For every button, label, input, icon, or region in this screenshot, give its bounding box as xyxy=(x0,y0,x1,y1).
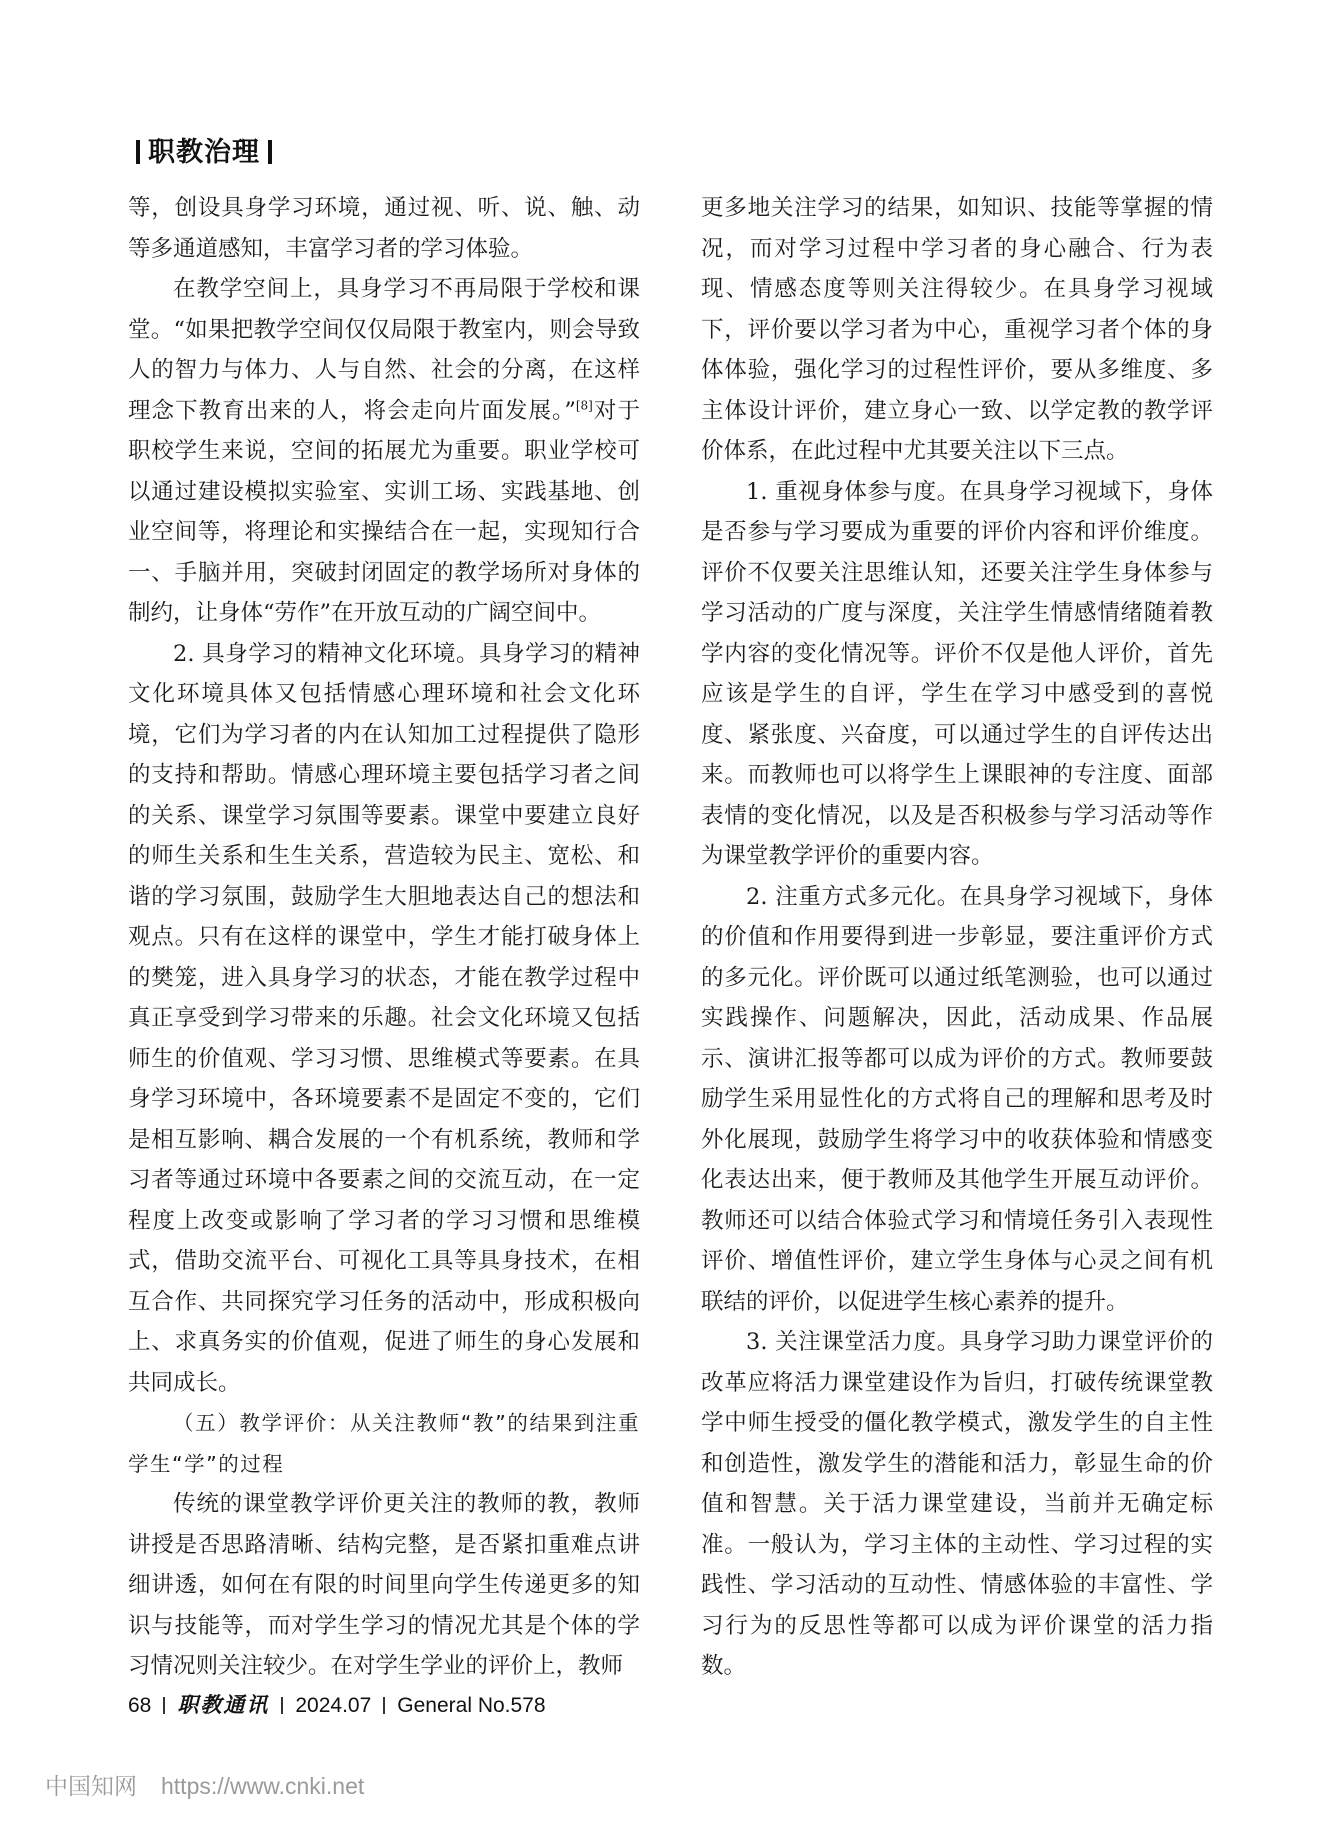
watermark-site-name: 中国知网 xyxy=(45,1774,137,1800)
paragraph: 2. 注重方式多元化。在具身学习视域下，身体的价值和作用要得到进一步彰显，要注重评价方式的多元化。评价既可以通过纸笔测验，也可以通过实践操作、问题解决，因此，活动成果、作品展示、演讲汇报等都可以成为评价的方式。教师要鼓励学生采用显性化的方式将自己的理解和思考及时外化展现，鼓励学生将学习中的收获体验和情感变化表达出来，便于教师及其他学生开展互动评价。教师还可以结合体验式学习和情境任务引入表现性评价、增值性评价，建立学生身体与心灵之间有机联结的评价，以促进学生核心素养的提升。 xyxy=(701,883,1213,1315)
footer-separator xyxy=(163,1697,165,1714)
header-bar-left xyxy=(136,140,140,164)
reference-mark: [8] xyxy=(575,398,593,412)
cnki-watermark xyxy=(45,1768,364,1801)
paragraph: 2. 具身学习的精神文化环境。具身学习的精神文化环境具体又包括情感心理环境和社会文化环境，它们为学习者的内在认知加工过程提供了隐形的支持和帮助。情感心理环境主要包括学习者之间的关系、课堂学习氛围等要素。课堂中要建立良好的师生关系和生生关系，营造较为民主、宽松、和谐的学习氛围，鼓励学生大胆地表达自己的想法和观点。只有在这样的课堂中，学生才能打破身体上的樊笼，进入具身学习的状态，才能在教学过程中真正享受到学习带来的乐趣。社会文化环境又包括师生的价值观、学习习惯、思维模式等要素。在具身学习环境中，各环境要素不是固定不变的，它们是相互影响、耦合发展的一个有机系统，教师和学习者等通过环境中各要素之间的交流互动，在一定程度上改变或影响了学习者的学习习惯和思维模式，借助交流平台、可视化工具等具身技术，在相互合作、共同探究学习任务的活动中，形成积极向上、求真务实的价值观，促进了师生的身心发展和共同成长。 xyxy=(128,640,640,1396)
issue-date: 2024.07 xyxy=(295,1694,372,1717)
paragraph: 等，创设具身学习环境，通过视、听、说、触、动等多通道感知，丰富学习者的学习体验。 xyxy=(128,195,640,262)
right-column xyxy=(701,188,1213,1687)
section-header xyxy=(128,130,280,169)
paragraph: 3. 关注课堂活力度。具身学习助力课堂评价的改革应将活力课堂建设作为旨归，打破传统课堂教学中师生授受的僵化教学模式，激发学生的自主性和创造性，激发学生的潜能和活力，彰显生命的价值和智慧。关于活力课堂建设，当前并无确定标准。一般认为，学习主体的主动性、学习过程的实践性、学习活动的互动性、情感体验的丰富性、学习行为的反思性等都可以成为评价课堂的活力指数。 xyxy=(701,1329,1213,1679)
section-subheading: （五）教学评价：从关注教师“教”的结果到注重学生“学”的过程 xyxy=(128,1411,640,1476)
paragraph: 传统的课堂教学评价更关注的教师的教，教师讲授是否思路清晰、结构完整，是否紧扣重难点讲细讲透，如何在有限的时间里向学生传递更多的知识与技能等，而对学生学习的情况尤其是个体的学习情况则关注较少。在对学生学业的评价上，教师 xyxy=(128,1491,640,1679)
watermark-url[interactable]: https://www.cnki.net xyxy=(161,1773,365,1799)
paragraph-text: 在教学空间上，具身学习不再局限于学校和课堂。“如果把教学空间仅仅局限于教室内，则会导致人的智力与体力、人与自然、社会的分离，在这样理念下教育出来的人，将会走向片面发展。” xyxy=(128,276,640,424)
paragraph: 更多地关注学习的结果，如知识、技能等掌握的情况，而对学习过程中学习者的身心融合、行为表现、情感态度等则关注得较少。在具身学习视域下，评价要以学习者为中心，重视学习者个体的身体体验，强化学习的过程性评价，要从多维度、多主体设计评价，建立身心一致、以学定教的教学评价体系，在此过程中尤其要关注以下三点。 xyxy=(701,195,1213,464)
header-bar-right xyxy=(268,140,272,164)
journal-name: 职教通讯 xyxy=(177,1692,270,1717)
section-title: 职教治理 xyxy=(148,137,260,168)
footer-separator xyxy=(281,1697,283,1714)
page-footer xyxy=(128,1689,546,1719)
paragraph: 1. 重视身体参与度。在具身学习视域下，身体是否参与学习要成为重要的评价内容和评价维度。评价不仅要关注思维认知，还要关注学生身体参与学习活动的广度与深度，关注学生情感情绪随着教学内容的变化情况等。评价不仅是他人评价，首先应该是学生的自评，学生在学习中感受到的喜悦度、紧张度、兴奋度，可以通过学生的自评传达出来。而教师也可以将学生上课眼神的专注度、面部表情的变化情况，以及是否积极参与学习活动等作为课堂教学评价的重要内容。 xyxy=(701,478,1213,869)
paragraph-text: 对于职校学生来说，空间的拓展尤为重要。职业学校可以通过建设模拟实验室、实训工场、实践基地、创业空间等，将理论和实操结合在一起，实现知行合一、手脑并用，突破封闭固定的教学场所对身体的制约，让身体“劳作”在开放互动的广阔空间中。 xyxy=(128,397,640,626)
page-number: 68 xyxy=(128,1694,152,1717)
footer-separator xyxy=(383,1697,385,1714)
general-number: General No.578 xyxy=(397,1694,546,1717)
left-column xyxy=(128,188,640,1687)
paragraph xyxy=(128,269,640,634)
